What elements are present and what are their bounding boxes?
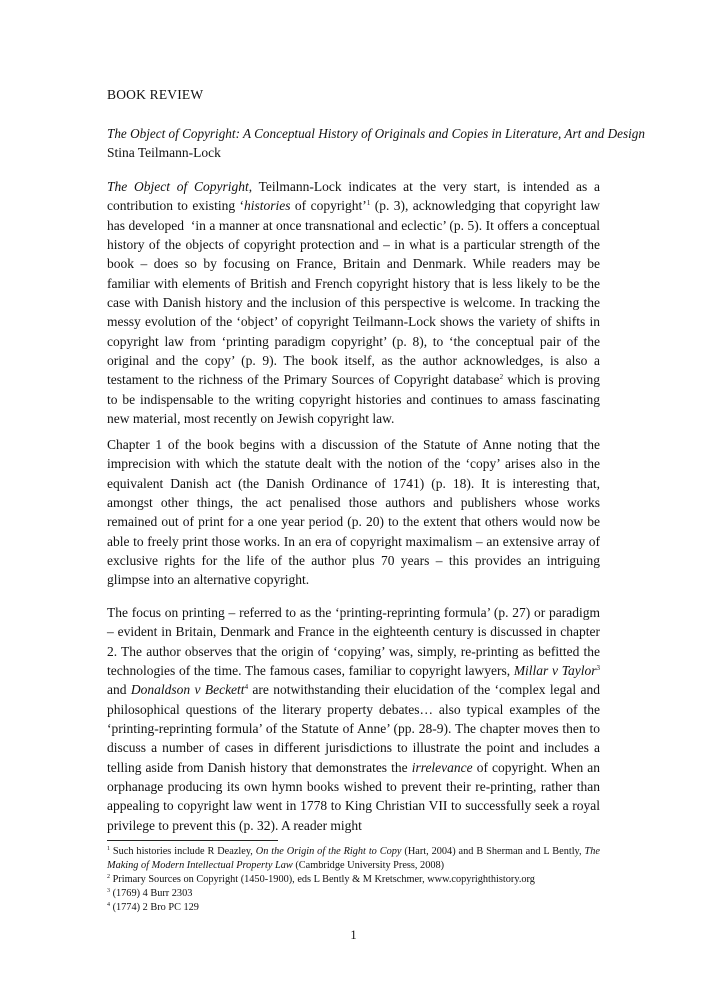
text-span: Primary Sources on Copyright (1450-1900), eds L Bently & M Kretschmer, www.copyrighthistory.org	[110, 874, 535, 885]
footnote-ref-1: 1	[366, 199, 371, 208]
footnotes	[107, 845, 600, 915]
cited-title: On the Origin of the Right to Copy	[255, 846, 402, 857]
text-span: (p. 3), acknowledging that copyright law has developed ‘in a manner at once transnational and eclectic’ (p. 5). It offers a conceptual history of the objects of copyright protection and – in what is a particular strength of the book – does so by focusing on France, Britain and Denmark. While readers may be familiar with elements of British and French copyright history that is less likely to be the case with Danish history and the inclusion of this perspective is welcome. In tracking the messy evolution of the ‘object’ of copyright Teilmann-Lock shows the variety of shifts in copyright law from ‘printing paradigm copyright’ (p. 8), to ‘the conceptual pair of the original and the copy’ (p. 9). The book itself, as the author acknowledges, is also a testament to the richness of the Primary Sources of Copyright database	[107, 198, 600, 388]
footnote-1	[107, 845, 600, 873]
paragraph-chapter-2	[107, 603, 600, 835]
footnote-number: 2	[107, 874, 110, 880]
footnote-number: 3	[107, 888, 110, 894]
footnote-ref-3: 3	[596, 664, 600, 673]
section-heading: BOOK REVIEW	[107, 87, 204, 102]
text-span: which is proving to be indispensable to the writing copyright histories and continues to amass fascinating new material, most recently on Jewish copyright law.	[107, 372, 600, 427]
emphasis: histories	[243, 198, 291, 214]
emphasis: irrelevance	[411, 759, 473, 775]
text-span: and	[107, 682, 131, 698]
text-span: (1774) 2 Bro PC 129	[110, 902, 199, 913]
paragraph-intro	[107, 177, 600, 428]
footnote-divider	[107, 840, 278, 841]
case-name: Millar v Taylor	[513, 663, 597, 679]
text-span: (Hart, 2004) and B Sherman and L Bently,	[401, 846, 585, 857]
text-span: of copyright. When an orphanage producing its own hymn books wished to prevent their re-printing, rather than appealing to copyright law went in 1778 to King Christian VII to successfully seek a royal privilege to prevent this (p. 32). A reader might	[107, 759, 600, 833]
case-name: Donaldson v Beckett	[130, 682, 245, 698]
page-number: 1	[350, 928, 357, 942]
footnote-4	[107, 901, 600, 915]
text-span: (1769) 4 Burr 2303	[110, 888, 193, 899]
paragraph-chapter-1: Chapter 1 of the book begins with a discussion of the Statute of Anne noting that the imprecision with which the statute dealt with the notion of the ‘copy’ arises also in the equivalent Danish act (the Danish Ordinance of 1741) (p. 18). It is interesting that, amongst other things, the act penalised those authors and publishers whose works remained out of print for a one year period (p. 20) to the extent that others would now be able to freely print those works. In an era of copyright maximalism – an extensive array of exclusive rights for the life of the author plus 70 years – this provides an intriguing glimpse into an alternative copyright.	[107, 437, 600, 588]
footnote-number: 4	[107, 902, 110, 908]
book-title-inline: The Object of Copyright	[107, 179, 249, 194]
footnote-ref-2: 2	[499, 373, 504, 382]
text-span: of copyright’	[290, 198, 367, 214]
book-title: The Object of Copyright: A Conceptual History of Originals and Copies in Literature, Art and Design	[107, 126, 645, 141]
footnote-3	[107, 887, 600, 901]
text-span: are notwithstanding their elucidation of the ‘complex legal and philosophical questions of the literary property debates… also typical examples of the ‘printing-reprinting formula’ of the Statute of Anne’ (pp. 28-9). The chapter moves then to discuss a number of cases in different jurisdictions to illustrate the point and includes a telling aside from Danish history that demonstrates the	[107, 682, 600, 775]
footnote-2	[107, 873, 600, 887]
cited-title: The Making of Modern Intellectual Property Law	[107, 846, 600, 871]
text-span: , Teilmann-Lock indicates at the very start, is intended as a contribution to existing ‘	[107, 179, 600, 214]
text-span: (Cambridge University Press, 2008)	[292, 860, 445, 871]
text-span: Such histories include R Deazley,	[110, 846, 256, 857]
footnote-ref-4: 4	[244, 683, 249, 692]
text-span: The focus on printing – referred to as the ‘printing-reprinting formula’ (p. 27) or paradigm – evident in Britain, Denmark and France in the eighteenth century is discussed in chapter 2. The author observes that the origin of ‘copying’ was, simply, re-printing as befitted the technologies of the time. The famous cases, familiar to copyright lawyers,	[107, 605, 600, 679]
footnote-number: 1	[107, 846, 110, 852]
book-author: Stina Teilmann-Lock	[107, 145, 221, 160]
